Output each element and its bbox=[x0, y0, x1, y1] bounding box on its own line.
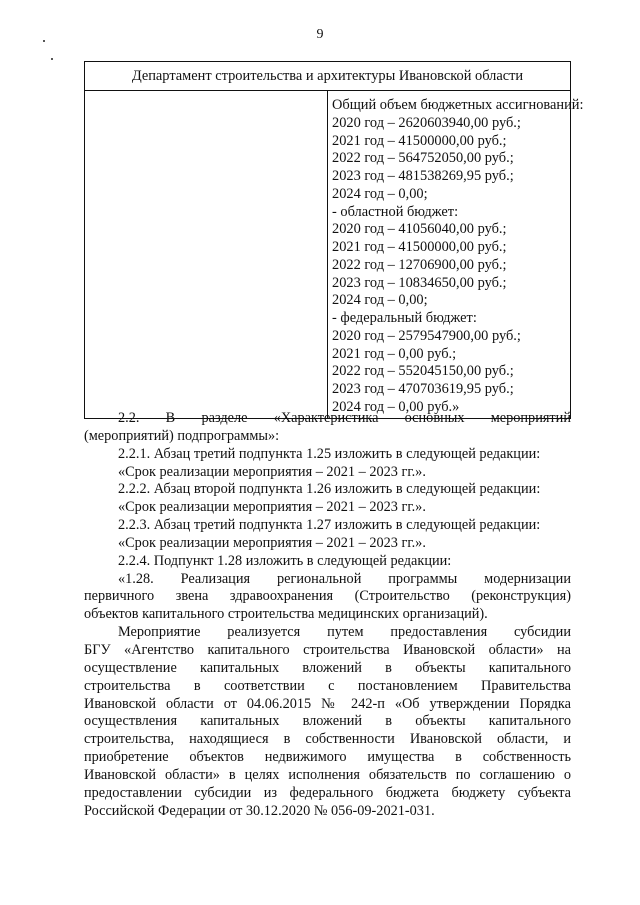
item-1-28-line: первичного звена здравоохранения (Строительство (реконструкция) bbox=[84, 588, 571, 605]
allocation-line: 2022 год – 12706900,00 руб.; bbox=[332, 256, 507, 273]
allocation-line: 2023 год – 481538269,95 руб.; bbox=[332, 168, 514, 184]
measure-line: предоставлении субсидии из федерального бюджета бюджету субъекта bbox=[84, 784, 571, 801]
budget-allocations-cell bbox=[328, 91, 584, 419]
allocation-line: 2022 год – 564752050,00 руб.; bbox=[332, 150, 514, 167]
program-table bbox=[84, 61, 584, 419]
scan-speck bbox=[51, 58, 53, 60]
table-header: Департамент строительства и архитектуры Ивановской области bbox=[85, 62, 571, 91]
allocation-line: 2021 год – 41500000,00 руб.; bbox=[332, 239, 507, 255]
measure-line: Ивановской области от 04.06.2015 № 242-п «Об утверждении Порядка bbox=[84, 695, 571, 712]
paragraph-2-2-1-quote: «Срок реализации мероприятия – 2021 – 2023 гг.». bbox=[118, 463, 426, 480]
allocation-line: 2024 год – 0,00 руб.» bbox=[332, 398, 460, 415]
allocation-line: 2021 год – 41500000,00 руб.; bbox=[332, 132, 507, 149]
paragraph-2-2-3: 2.2.3. Абзац третий подпункта 1.27 изложить в следующей редакции: bbox=[118, 517, 541, 534]
paragraph-2-2-4: 2.2.4. Подпункт 1.28 изложить в следующей редакции: bbox=[118, 552, 452, 569]
measure-line: Ивановской области» в целях исполнения обязательств по соглашению о bbox=[84, 766, 571, 783]
measure-line-last: Российской Федерации от 30.12.2020 № 056-09-2021-031. bbox=[84, 802, 435, 819]
allocation-line: 2020 год – 2579547900,00 руб.; bbox=[332, 327, 521, 344]
allocation-line: Общий объем бюджетных ассигнований: bbox=[332, 97, 584, 113]
allocation-line: - областной бюджет: bbox=[332, 203, 459, 220]
allocation-line: 2023 год – 10834650,00 руб.; bbox=[332, 274, 507, 291]
measure-line: БГУ «Агентство капитального строительства Ивановской области» на bbox=[84, 641, 571, 658]
paragraph-2-2-line: (мероприятий) подпрограммы»: bbox=[84, 427, 280, 444]
measure-line: осуществления капитальных вложений в объекты капитального bbox=[84, 713, 571, 730]
paragraph-2-2-line: 2.2. В разделе «Характеристика основных мероприятий bbox=[118, 410, 571, 426]
page-number: 9 bbox=[316, 27, 324, 42]
allocation-line: 2020 год – 41056040,00 руб.; bbox=[332, 221, 507, 238]
document-body bbox=[84, 410, 571, 820]
allocation-line: 2021 год – 0,00 руб.; bbox=[332, 345, 457, 362]
allocation-line: 2024 год – 0,00; bbox=[332, 292, 428, 309]
measure-line: строительства, находящиеся в собственности Ивановской области, и bbox=[84, 731, 571, 748]
table-left-cell bbox=[85, 91, 328, 419]
measure-line: Мероприятие реализуется путем предоставления субсидии bbox=[118, 624, 571, 641]
allocation-line: 2022 год – 552045150,00 руб.; bbox=[332, 363, 514, 380]
paragraph-2-2-2-quote: «Срок реализации мероприятия – 2021 – 2023 гг.». bbox=[118, 499, 426, 516]
paragraph-2-2-1: 2.2.1. Абзац третий подпункта 1.25 изложить в следующей редакции: bbox=[118, 445, 541, 462]
allocation-line: 2024 год – 0,00; bbox=[332, 185, 428, 202]
measure-line: строительства в соответствии с постановлением Правительства bbox=[84, 677, 571, 694]
item-1-28-line: объектов капитального строительства медицинских организаций). bbox=[84, 606, 488, 623]
measure-line: приобретение объектов недвижимого имущества в собственность bbox=[84, 749, 571, 766]
paragraph-2-2-3-quote: «Срок реализации мероприятия – 2021 – 2023 гг.». bbox=[118, 534, 426, 551]
paragraph-2-2-2: 2.2.2. Абзац второй подпункта 1.26 изложить в следующей редакции: bbox=[118, 481, 541, 498]
allocation-line: 2023 год – 470703619,95 руб.; bbox=[332, 381, 514, 397]
item-1-28-line: «1.28. Реализация региональной программы модернизации bbox=[118, 570, 571, 587]
allocation-line: 2020 год – 2620603940,00 руб.; bbox=[332, 114, 521, 131]
allocation-line: - федеральный бюджет: bbox=[332, 310, 477, 326]
measure-line: осуществление капитальных вложений в объекты капитального bbox=[84, 659, 571, 676]
